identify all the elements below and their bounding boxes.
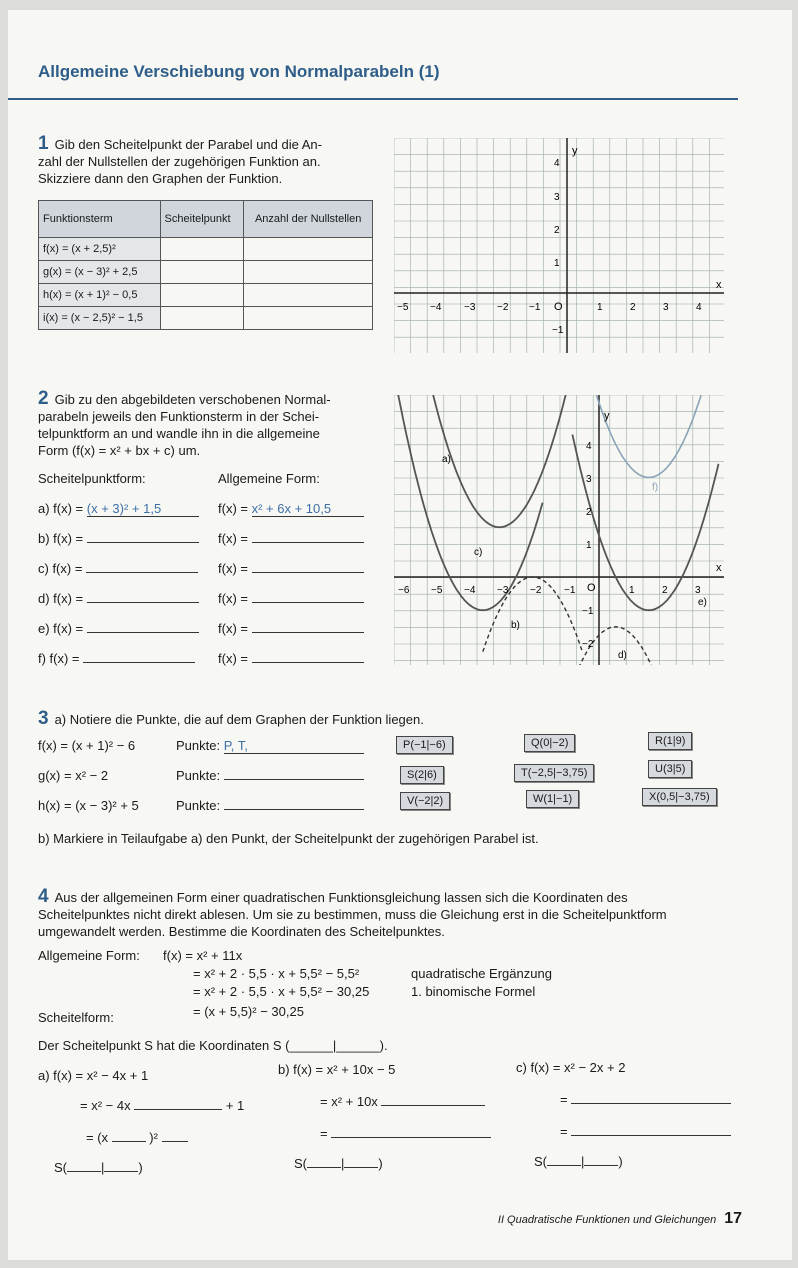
x-axis-label: x xyxy=(716,279,722,291)
x-tick: −5 xyxy=(431,585,443,596)
graph-label-d: d) xyxy=(618,650,627,661)
row-label: f(x) = xyxy=(218,621,248,636)
page-number: 17 xyxy=(724,1210,742,1227)
task3-row-g-points xyxy=(176,768,364,783)
task2-row-c-general xyxy=(218,561,364,576)
step-text: = (x xyxy=(86,1130,109,1145)
point-badge[interactable]: T(−2,5|−3,75) xyxy=(514,764,594,782)
answer-field[interactable] xyxy=(344,1167,378,1168)
answer-field[interactable] xyxy=(86,572,198,573)
worksheet-page xyxy=(8,10,792,1260)
x-tick: −6 xyxy=(398,585,410,596)
answer-cell[interactable] xyxy=(244,307,373,330)
graph-label-a: a) xyxy=(442,454,451,465)
answer-cell[interactable] xyxy=(160,238,244,261)
y-tick: 2 xyxy=(554,225,560,236)
row-label: a) f(x) = xyxy=(38,501,84,516)
task4-line2: Scheitelpunktes nicht direkt ablesen. Um sie zu bestimmen, muss die Gleichung erst in die Scheitelpunktform xyxy=(38,907,667,922)
function-cell: i(x) = (x − 2,5)² − 1,5 xyxy=(39,307,161,330)
row-label: d) f(x) = xyxy=(38,591,84,606)
task1-number: 1 xyxy=(38,133,49,154)
origin-label: O xyxy=(587,582,596,594)
task2-row-c xyxy=(38,561,198,576)
answer-field[interactable] xyxy=(252,662,364,663)
points-answer-field[interactable]: P, T, xyxy=(224,738,364,754)
step-text: = x² + 10x xyxy=(320,1094,378,1109)
task4-c-step1 xyxy=(560,1092,731,1107)
answer-field[interactable] xyxy=(87,632,199,633)
x-tick: −1 xyxy=(564,585,576,596)
task2-row-a xyxy=(38,501,199,517)
origin-label: O xyxy=(554,301,563,313)
task1-text xyxy=(38,135,378,187)
step2-eq: = x² + 2 · 5,5 · x + 5,5² − 30,25 xyxy=(193,984,370,999)
row-label: f(x) = xyxy=(218,501,248,516)
x-axis-label: x xyxy=(716,562,722,574)
point-badge[interactable]: X(0,5|−3,75) xyxy=(642,788,717,806)
task4-a-step1 xyxy=(80,1098,244,1113)
step2-note: 1. binomische Formel xyxy=(411,984,536,999)
answer-field[interactable] xyxy=(252,632,364,633)
answer-field[interactable] xyxy=(67,1171,101,1172)
s-end: ) xyxy=(618,1154,623,1169)
task1-grid[interactable] xyxy=(394,138,724,353)
step-text: = xyxy=(560,1092,568,1107)
chapter-title: II Quadratische Funktionen und Gleichungen xyxy=(497,1214,717,1226)
x-tick: 2 xyxy=(662,585,668,596)
answer-field[interactable] xyxy=(87,602,199,603)
table-row xyxy=(39,238,373,261)
y-axis-label: y xyxy=(572,145,578,157)
punkte-label: Punkte: xyxy=(176,738,221,753)
table-header-nullstellen: Anzahl der Nullstellen xyxy=(244,201,373,238)
task4-a-equation: a) f(x) = x² − 4x + 1 xyxy=(38,1068,149,1083)
table-row xyxy=(39,284,373,307)
graph-label-f: f) xyxy=(652,482,659,493)
x-tick: −5 xyxy=(397,302,409,313)
task2-row-f-general xyxy=(218,651,364,666)
y-tick: −1 xyxy=(552,325,564,336)
table-header-funktionsterm: Funktionsterm xyxy=(39,201,161,238)
point-badge[interactable]: W(1|−1) xyxy=(526,790,579,808)
x-tick: −3 xyxy=(497,585,509,596)
task2-line2: parabeln jeweils den Funktionsterm in der Schei- xyxy=(38,409,320,424)
answer-field[interactable] xyxy=(112,1141,146,1142)
task1-table xyxy=(38,200,373,330)
task4-c-equation: c) f(x) = x² − 2x + 2 xyxy=(516,1060,626,1075)
y-tick: 3 xyxy=(554,192,560,203)
x-tick: −3 xyxy=(464,302,476,313)
task2-line1: Gib zu den abgebildeten verschobenen Normal- xyxy=(54,392,331,407)
answer-field[interactable] xyxy=(252,572,364,573)
x-tick: −4 xyxy=(464,585,476,596)
graph-label-e: e) xyxy=(698,597,707,608)
allgemeine-form-label: Allgemeine Form: xyxy=(38,948,140,963)
task3-number: 3 xyxy=(38,708,49,729)
x-tick: 3 xyxy=(663,302,669,313)
task3-row-h-points xyxy=(176,798,364,813)
task4-b-step2 xyxy=(320,1126,491,1141)
y-tick: 1 xyxy=(586,540,592,551)
step-text: + 1 xyxy=(225,1098,245,1113)
answer-field[interactable] xyxy=(162,1141,188,1142)
answer-cell[interactable] xyxy=(160,261,244,284)
step-text: = x² − 4x xyxy=(80,1098,131,1113)
task3-row-f xyxy=(38,738,135,753)
col-header-scheitelform: Scheitelpunktform: xyxy=(38,471,146,486)
s-label: S( xyxy=(54,1160,67,1175)
y-tick: 1 xyxy=(554,258,560,269)
answer-cell[interactable] xyxy=(244,261,373,284)
row-label: f(x) = xyxy=(218,651,248,666)
task4-line3: umgewandelt werden. Bestimme die Koordinaten des Scheitelpunktes. xyxy=(38,924,445,939)
table-row xyxy=(39,307,373,330)
x-tick: 2 xyxy=(630,302,636,313)
task4-b-result xyxy=(294,1156,383,1171)
task3-heading xyxy=(38,710,424,728)
x-tick: −2 xyxy=(497,302,509,313)
point-badge[interactable]: R(1|9) xyxy=(648,732,692,750)
task2-row-b-general xyxy=(218,531,364,546)
answer-field[interactable] xyxy=(547,1165,581,1166)
task2-row-b xyxy=(38,531,199,546)
point-badge[interactable]: S(2|6) xyxy=(400,766,444,784)
s-end: ) xyxy=(138,1160,143,1175)
x-tick: 4 xyxy=(696,302,702,313)
scheitelform-eq: = (x + 5,5)² − 30,25 xyxy=(193,1004,304,1019)
answer-field[interactable] xyxy=(83,662,195,663)
y-tick: 4 xyxy=(554,158,560,169)
step-text: = xyxy=(320,1126,328,1141)
task3-row-h xyxy=(38,798,139,813)
task4-a-step2 xyxy=(86,1130,188,1145)
task2-row-d xyxy=(38,591,199,606)
scheitelform-label: Scheitelform: xyxy=(38,1010,114,1025)
answer-field[interactable] xyxy=(104,1171,138,1172)
task2-row-d-general xyxy=(218,591,364,606)
row-label: e) f(x) = xyxy=(38,621,84,636)
function-cell: g(x) = (x − 3)² + 2,5 xyxy=(39,261,161,284)
task4-b-step1 xyxy=(320,1094,485,1109)
x-tick: 1 xyxy=(597,302,603,313)
answer-field[interactable] xyxy=(381,1105,485,1106)
answer-field[interactable] xyxy=(252,602,364,603)
answer-field[interactable] xyxy=(571,1135,731,1136)
task2-line3: telpunktform an und wandle ihn in die allgemeine xyxy=(38,426,320,441)
x-tick: −4 xyxy=(430,302,442,313)
table-header-scheitelpunkt: Scheitelpunkt xyxy=(160,201,244,238)
answer-field[interactable] xyxy=(134,1109,222,1110)
task3-a-text: a) Notiere die Punkte, die auf dem Graphen der Funktion liegen. xyxy=(54,712,424,727)
parabola-d xyxy=(516,627,705,665)
s-end: ) xyxy=(378,1156,383,1171)
step-text: = xyxy=(560,1124,568,1139)
task2-graph xyxy=(394,395,724,665)
task2-row-e xyxy=(38,621,199,636)
answer-field[interactable]: x² + 6x + 10,5 xyxy=(252,501,364,517)
task4-line1: Aus der allgemeinen Form einer quadratischen Funktionsgleichung lassen sich die Koordinaten des xyxy=(54,890,628,905)
task4-number: 4 xyxy=(38,886,49,907)
task4-text xyxy=(38,888,758,940)
answer-cell[interactable] xyxy=(160,284,244,307)
answer-field[interactable] xyxy=(584,1165,618,1166)
table-row xyxy=(39,261,373,284)
graph-label-b: b) xyxy=(511,620,520,631)
point-badge[interactable]: P(−1|−6) xyxy=(396,736,453,754)
s-sep: | xyxy=(581,1154,585,1169)
parabola-f xyxy=(582,395,715,477)
y-axis-label: y xyxy=(604,410,610,422)
answer-field[interactable] xyxy=(331,1137,491,1138)
x-tick: −1 xyxy=(529,302,541,313)
page-title: Allgemeine Verschiebung von Normalparabeln (1) xyxy=(38,62,440,81)
task1-line3: Skizziere dann den Graphen der Funktion. xyxy=(38,171,283,186)
punkte-label: Punkte: xyxy=(176,798,221,813)
point-badge[interactable]: U(3|5) xyxy=(648,760,692,778)
y-tick: 2 xyxy=(586,507,592,518)
task2-row-e-general xyxy=(218,621,364,636)
row-label: f(x) = xyxy=(218,561,248,576)
s-label: S( xyxy=(294,1156,307,1171)
point-badge[interactable]: Q(0|−2) xyxy=(524,734,575,752)
points-answer-field[interactable] xyxy=(224,809,364,810)
parabola-b xyxy=(394,395,543,610)
row-label: f(x) = xyxy=(218,591,248,606)
punkte-label: Punkte: xyxy=(176,768,221,783)
task1-line1: Gib den Scheitelpunkt der Parabel und die An- xyxy=(54,137,322,152)
page-footer xyxy=(498,1210,742,1228)
answer-field[interactable]: (x + 3)² + 1,5 xyxy=(87,501,199,517)
row-label: f(x) = xyxy=(218,531,248,546)
y-tick: 4 xyxy=(586,441,592,452)
answer-cell[interactable] xyxy=(160,307,244,330)
s-label: S( xyxy=(534,1154,547,1169)
answer-field[interactable] xyxy=(307,1167,341,1168)
row-label: f) f(x) = xyxy=(38,651,80,666)
function-label: h(x) = (x − 3)² + 5 xyxy=(38,798,139,813)
step-text: )² xyxy=(149,1130,158,1145)
y-tick: −2 xyxy=(582,639,594,650)
graph-label-c: c) xyxy=(474,547,483,558)
step1-note: quadratische Ergänzung xyxy=(411,966,552,981)
x-tick: −2 xyxy=(530,585,542,596)
task4-a-result xyxy=(54,1160,143,1175)
function-label: f(x) = (x + 1)² − 6 xyxy=(38,738,136,753)
y-tick: 3 xyxy=(586,474,592,485)
s-sep: | xyxy=(341,1156,345,1171)
task2-row-a-general xyxy=(218,501,364,517)
task2-number: 2 xyxy=(38,388,49,409)
task4-c-step2 xyxy=(560,1124,731,1139)
task2-line4: Form (f(x) = x² + bx + c) um. xyxy=(38,443,201,458)
point-badge[interactable]: V(−2|2) xyxy=(400,792,450,810)
task4-c-result xyxy=(534,1154,623,1169)
function-cell: h(x) = (x + 1)² − 0,5 xyxy=(39,284,161,307)
task1-line2: zahl der Nullstellen der zugehörigen Funktion an. xyxy=(38,154,321,169)
coordinate-sentence: Der Scheitelpunkt S hat die Koordinaten S (______|______). xyxy=(38,1038,388,1053)
task4-b-equation: b) f(x) = x² + 10x − 5 xyxy=(278,1062,396,1077)
function-cell: f(x) = (x + 2,5)² xyxy=(39,238,161,261)
answer-field[interactable] xyxy=(252,542,364,543)
answer-field[interactable] xyxy=(87,542,199,543)
row-label: c) f(x) = xyxy=(38,561,83,576)
function-label: g(x) = x² − 2 xyxy=(38,768,109,783)
answer-cell[interactable] xyxy=(244,238,373,261)
answer-cell[interactable] xyxy=(244,284,373,307)
s-sep: | xyxy=(101,1160,105,1175)
y-tick: −1 xyxy=(582,606,594,617)
task2-text xyxy=(38,390,378,459)
row-label: b) f(x) = xyxy=(38,531,84,546)
answer-field[interactable] xyxy=(571,1103,731,1104)
col-header-allgemein: Allgemeine Form: xyxy=(218,471,320,486)
task3-row-f-points xyxy=(176,738,364,754)
step1-eq: = x² + 2 · 5,5 · x + 5,5² − 5,5² xyxy=(193,966,360,981)
task3-b-text: b) Markiere in Teilaufgabe a) den Punkt, der Scheitelpunkt der zugehörigen Parabel ist. xyxy=(38,831,539,846)
task2-row-f xyxy=(38,651,195,666)
title-rule xyxy=(8,98,738,100)
task3-row-g xyxy=(38,768,108,783)
x-tick: 3 xyxy=(695,585,701,596)
points-answer-field[interactable] xyxy=(224,779,364,780)
grid-lines xyxy=(394,138,724,353)
allgemeine-form-eq: f(x) = x² + 11x xyxy=(163,948,243,963)
x-tick: 1 xyxy=(629,585,635,596)
